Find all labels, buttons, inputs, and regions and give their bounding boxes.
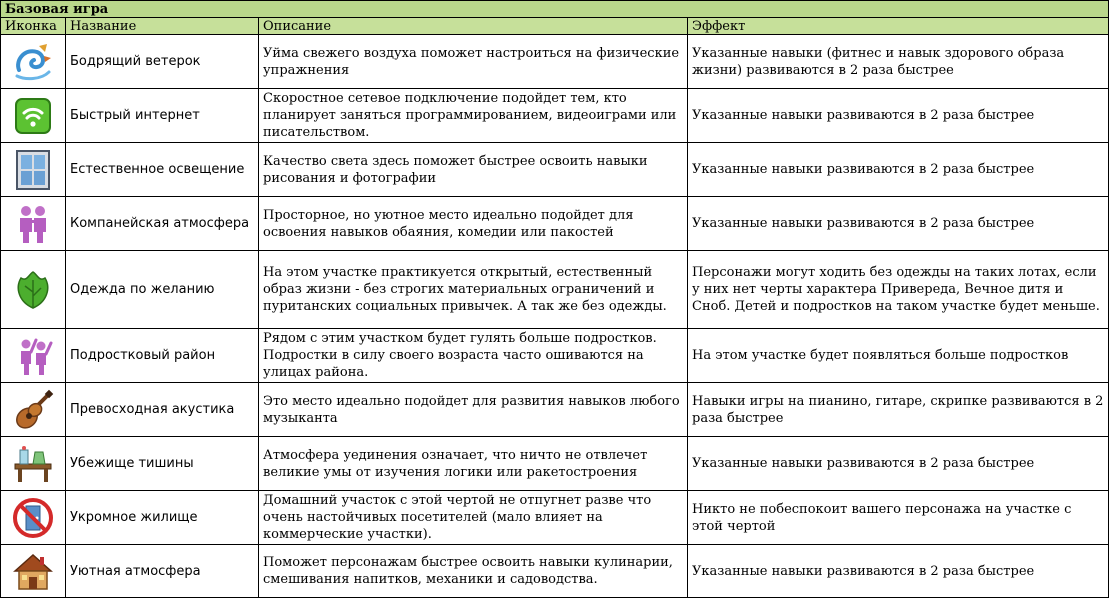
trait-description: Рядом с этим участком будет гулять больше подростков. Подростки в силу своего возраста часто ошиваются на улицах района. [259, 329, 688, 383]
guitar-icon [11, 388, 55, 432]
table-header-row [1, 18, 1109, 35]
window-icon [12, 148, 54, 192]
trait-description: На этом участке практикуется открытый, естественный образ жизни - без строгих материальных ограничений и пуританских социальных привычек. А так же без одежды. [259, 251, 688, 329]
trait-effect: Указанные навыки развиваются в 2 раза быстрее [688, 143, 1109, 197]
chemistry-table-icon [11, 442, 55, 486]
table-row [1, 197, 1109, 251]
trait-description: Качество света здесь поможет быстрее освоить навыки рисования и фотографии [259, 143, 688, 197]
house-icon [11, 549, 55, 593]
breeze-icon [11, 40, 55, 84]
trait-effect: Указанные навыки развиваются в 2 раза быстрее [688, 197, 1109, 251]
trait-name: Компанейская атмосфера [66, 197, 259, 251]
trait-description: Поможет персонажам быстрее освоить навыки кулинарии, смешивания напитков, механики и садоводства. [259, 545, 688, 598]
trait-name: Превосходная акустика [66, 383, 259, 437]
teens-icon [12, 334, 54, 378]
wifi-icon [12, 95, 54, 137]
trait-effect: Никто не побеспокоит вашего персонажа на участке с этой чертой [688, 491, 1109, 545]
trait-effect: Персонажи могут ходить без одежды на таких лотах, если у них нет черты характера Привереда, Вечное дитя и Сноб. Детей и подростков на таком участке будет меньше. [688, 251, 1109, 329]
trait-name: Быстрый интернет [66, 89, 259, 143]
column-header-name: Название [66, 18, 259, 35]
column-header-effect: Эффект [688, 18, 1109, 35]
column-header-description: Описание [259, 18, 688, 35]
table-row [1, 437, 1109, 491]
trait-description: Атмосфера уединения означает, что ничто не отвлечет великие умы от изучения логики или ракетостроения [259, 437, 688, 491]
people-icon [12, 202, 54, 246]
table-title-row [1, 1, 1109, 18]
table-row [1, 383, 1109, 437]
table-row [1, 329, 1109, 383]
trait-name: Одежда по желанию [66, 251, 259, 329]
trait-effect: Указанные навыки (фитнес и навык здорового образа жизни) развиваются в 2 раза быстрее [688, 35, 1109, 89]
trait-description: Домашний участок с этой чертой не отпугнет разве что очень настойчивых посетителей (мало влияет на коммерческие участки). [259, 491, 688, 545]
trait-description: Это место идеально подойдет для развития навыков любого музыканта [259, 383, 688, 437]
no-door-icon [11, 496, 55, 540]
table-row [1, 89, 1109, 143]
trait-name: Бодрящий ветерок [66, 35, 259, 89]
table-row [1, 545, 1109, 598]
table-row [1, 35, 1109, 89]
trait-effect: Указанные навыки развиваются в 2 раза быстрее [688, 89, 1109, 143]
trait-effect: Указанные навыки развиваются в 2 раза быстрее [688, 437, 1109, 491]
trait-name: Уютная атмосфера [66, 545, 259, 598]
column-header-icon: Иконка [1, 18, 66, 35]
table-title: Базовая игра [1, 1, 1109, 18]
trait-name: Убежище тишины [66, 437, 259, 491]
trait-name: Подростковый район [66, 329, 259, 383]
trait-description: Просторное, но уютное место идеально подойдет для освоения навыков обаяния, комедии или пакостей [259, 197, 688, 251]
table-row [1, 143, 1109, 197]
leaf-icon [11, 268, 55, 312]
trait-name: Укромное жилище [66, 491, 259, 545]
table-row [1, 491, 1109, 545]
trait-effect: Навыки игры на пианино, гитаре, скрипке развиваются в 2 раза быстрее [688, 383, 1109, 437]
trait-effect: На этом участке будет появляться больше подростков [688, 329, 1109, 383]
trait-description: Скоростное сетевое подключение подойдет тем, кто планирует заняться программированием, видеоиграми или писательством. [259, 89, 688, 143]
trait-description: Уйма свежего воздуха поможет настроиться на физические упражнения [259, 35, 688, 89]
trait-name: Естественное освещение [66, 143, 259, 197]
table-row [1, 251, 1109, 329]
trait-effect: Указанные навыки развиваются в 2 раза быстрее [688, 545, 1109, 598]
